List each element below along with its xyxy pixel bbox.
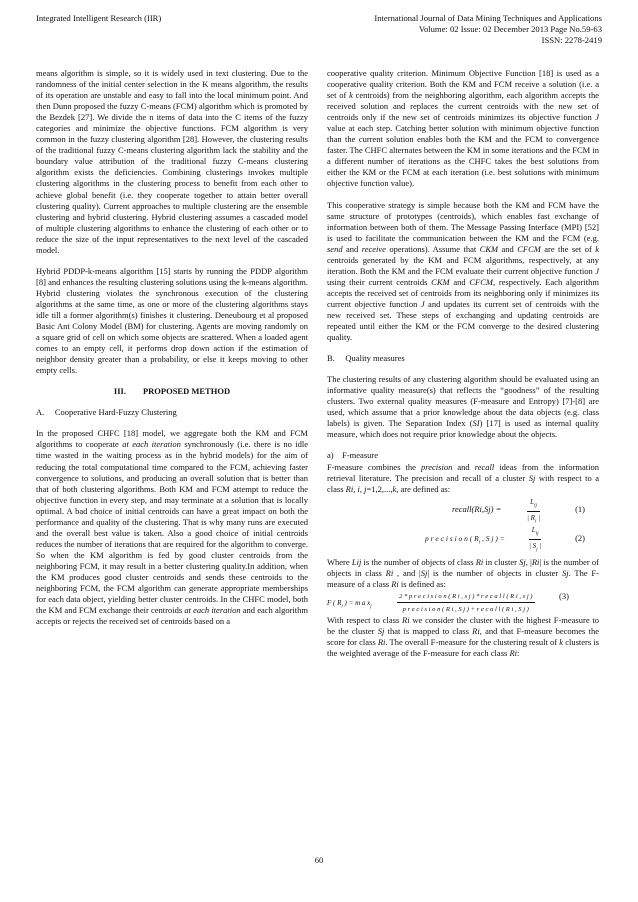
- page-number: 60: [314, 855, 324, 865]
- paragraph-overall-fmeasure: With respect to class Ri we consider the cluster with the highest F-measure to be the cluster Sj that is mapped to class Ri, and that F-measure becomes the score for class Ri. The overall F-measure for the clustering result of k clusters is the weighted average of the F-measure for each class Ri:: [327, 614, 599, 658]
- paragraph-quality-measures: The clustering results of any clustering algorithm should be evaluated using an informative quality measure(s) that reflects the “goodness” of the resulting clusters. Two external quality measures (F-measure and Entropy) [7]-[8] are used, which assume that a prior knowledge about the data objects (e.g. class labels) is given. The Separation Index (SI) [17] is used as internal quality measure, which does not require prior knowledge about the objects.: [327, 374, 600, 440]
- equation-recall: recall(Ri,Sj) = $L_{ij}$ | $R_i$ | (1): [452, 497, 585, 525]
- journal-title: International Journal of Data Mining Techniques and Applications: [374, 13, 602, 23]
- right-column: [327, 68, 599, 659]
- paragraph-chfc-model: In the proposed CHFC [18] model, we aggregate both the KM and FCM algorithms to cooperate at each iteration synchronously (i.e. there is no idle time wasted in the waiting process as in the hybrid models) for the aim of reducing the total computational time compared to the FCM, achieving faster convergence to solutions, and producing an overall solution that is better than that of both clustering algorithms. Both KM and FCM attempt to reduce the objective function in every step, and may terminate at a solution that is locally optimal. A bad choice of initial centroids can have a great impact on both the performance and quality of the clustering. That is why many runs are executed and the overall best value is taken. Also a good choice of initial centroids reduces the number of iterations that are required for the algorithm to converge. So when the KM algorithm is fed by good cluster centroids from the neighboring FCM, it may result in a better clustering quality.In addition, when the KM produces good cluster centroids and sends these centroids to the neighboring FCM, the FCM algorithm can generate appropriate memberships for each data object, yielding better cluster centroids. In the CHFC model, both the KM and FCM exchange their centroids at each iteration and each algorithm accepts or rejects the received set of centroids based on a: [36, 428, 309, 627]
- journal-info: [374, 13, 602, 46]
- paragraph-hybrid-pddp: Hybrid PDDP-k-means algorithm [15] starts by running the PDDP algorithm [8] and enhances the resulting clustering solutions using the k-means algorithm. Hybrid clustering violates the synchronous execution of the clustering algorithms at the same time, as one or more of the clustering algorithms stays idle till a former algorithm(s) finishes it clustering. Deneubourg et al proposed Basic Ant Colony Model (BM) for clustering. Agents are moving randomly on a square grid of cell on which some objects are scattered. When a loaded agent comes to an empty cell, it performs drop down action if the estimation of neighbor density greater than a probability, or else it keeps moving to other empty cells.: [36, 265, 308, 376]
- journal-publisher: Integrated Intelligent Research (IIR): [36, 13, 162, 23]
- subsection-title-quality-measures: B. Quality measures: [327, 353, 405, 364]
- paragraph-cooperative-criterion: cooperative quality criterion. Minimum Objective Function [18] is used as a cooperative quality criterion. Both the KM and FCM receive a solution (i.e. a set of k centroids) from the neighboring algorithm, each algorithm accepts the received solution and replaces the current centroids with the new set of centroids only if the new set of centroids minimizes its objective function J value at each step. Catching better solution with minimum objective function than the current solution enables both the KM and the FCM to convergence faster. The CHFC alternates between the KM in some iterations and the FCM in a different number of iterations as the CHFC takes the best solutions from either the KM or the FCM at each iteration (i.e. best solutions with minimum objective function value).: [327, 68, 599, 189]
- equation-precision: p r e c i s i o n ( $R_i$ , S j ) = $L_{ij}$ | $S_j$ | (2): [425, 525, 585, 553]
- left-column: [36, 68, 308, 637]
- paragraph-fmeasure-definition: Where Lij is the number of objects of class Ri in cluster Sj, |Ri| is the number of objects in class Ri , and |Sj| is the number of objects in cluster Sj. The F-measure of a class Ri is defined as:: [327, 556, 600, 589]
- paragraph-fmeasure-intro: F-measure combines the precision and recall ideas from the information retrieval literature. The precision and recall of a cluster Sj with respect to a class Ri, i, j=1,2,...,k, are defined as:: [327, 461, 599, 494]
- section-title-proposed-method: III. PROPOSED METHOD: [113, 386, 231, 397]
- journal-volume: Volume: 02 Issue: 02 December 2013 Page No.59-63: [418, 24, 602, 34]
- subsubsection-title-fmeasure: a) F-measure: [327, 450, 378, 461]
- equation-fmeasure: F ( $R_i$ ) = m a $x_j$ 2 * p r e c i s i o n ( R i , s j ) * r e c a l l ( R i , s j ) p r e c i s i o n ( R i , S j ) + r e c a l l ( R i , S j ) (3): [327, 590, 569, 613]
- paragraph-cooperative-strategy: This cooperative strategy is simple because both the KM and FCM have the same structure of prototypes (centroids), which enables fast exchange of information between both of them. The Message Passing Interface (MPI) [52] is used to facilitate the communication between the KM and the FCM (e.g. send and receive operations). Assume that CKM and CFCM are the set of k centroids generated by the KM and FCM algorithms, respectively, at any iteration. Both the KM and the FCM evaluate their current objective function J using their current centroids CKM and CFCM, respectively. Each algorithm accepts the received set of centroids from its neighboring only if minimizes its current objective function J and updates its current set of centroids with the new received set. These steps of exchanging and updating centroids are repeated until either the KM or the FCM converge to the desired clustering quality.: [327, 199, 599, 343]
- journal-issn: ISSN: 2278-2419: [541, 35, 602, 45]
- paragraph-kmeans-fcm: means algorithm is simple, so it is widely used in text clustering. Due to the randomness of the initial center selection in the K means algorithm, the results of its operation are unstable and easy to fall into the local minimum point. And then Dunn proposed the fuzzy C-means (FCM) algorithm which is promoted by the Bezdek [27]. We divide the n items of data into the C items of the fuzzy categories and minimize the objective functions. FCM algorithm is very common in the fuzzy clustering algorithm [28]. However, the clustering results of the traditional fuzzy C-means clustering algorithm lack the stability and the boundary value attribution of the traditional fuzzy C-means clustering algorithm exists the deficiencies. Combining clusterings invokes multiple clustering algorithms in the clustering process to benefit from each other to achieve global benefit (i.e. they cooperate together to attain better overall clustering quality). Current approaches to multiple clustering are the ensemble clustering and hybrid clustering. Hybrid clustering assumes a cascaded model of multiple clustering algorithms to enhance the clustering of each other or to reduce the size of the input representatives to the next level of the cascaded model.: [36, 68, 308, 255]
- subsection-title-chfc: A. Cooperative Hard-Fuzzy Clustering: [36, 407, 177, 418]
